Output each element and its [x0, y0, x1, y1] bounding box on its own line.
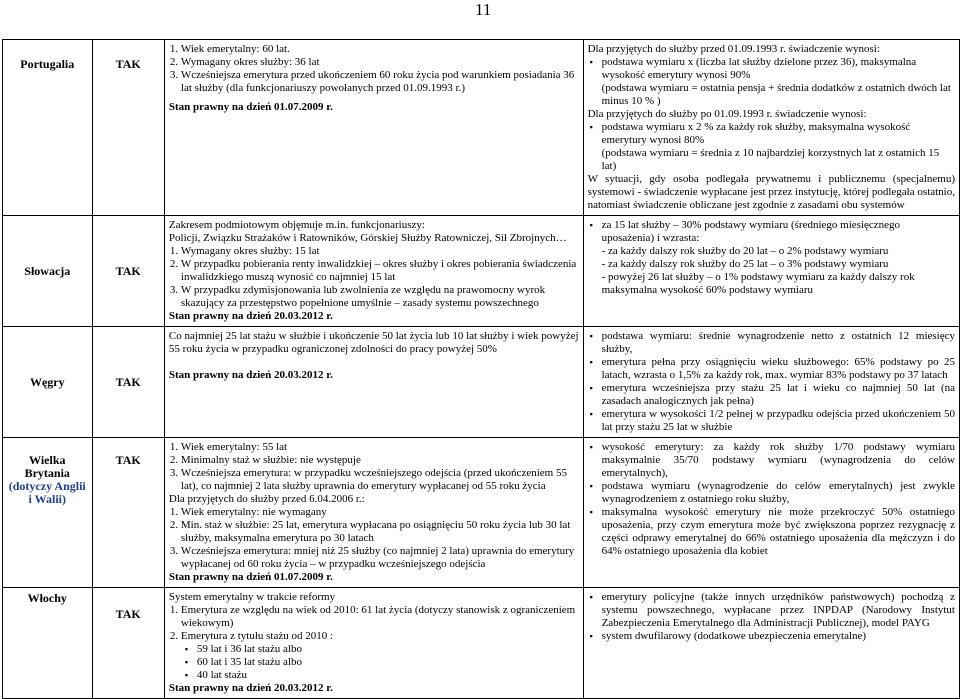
bullet-item: ▪ 40 lat stażu — [197, 669, 579, 682]
benefit-cell — [583, 40, 959, 216]
bullet-item: ▪ podstawa wymiaru: średnie wynagrodzenie netto z ostatnich 12 miesięcy służby, — [602, 330, 955, 356]
tak-cell — [92, 216, 164, 327]
bullet-item: ▪ 59 lat i 36 lat stażu albo — [197, 643, 579, 656]
table-row — [3, 588, 960, 699]
bullet-item: ▪ emerytury policyjne (także innych urzędników państwowych) pochodzą z systemu powszechnego, wypłacane przez INPDAP (Narodowy Instytut Zabezpieczenia Emerytalnego dla Administracji Publicznej), model PAYG — [602, 591, 955, 630]
country-name: Włochy — [27, 591, 67, 605]
bullet-item: ▪ 60 lat i 35 lat stażu albo — [197, 656, 579, 669]
legal-status: Stan prawny na dzień 20.03.2012 r. — [168, 369, 333, 381]
tak-label: TAK — [115, 607, 141, 621]
bullet-item: ▪ podstawa wymiaru x (liczba lat służby dzielone przez 36), maksymalna wysokość emerytury wynosi 90% — [602, 56, 955, 82]
description-cell — [164, 216, 583, 327]
tak-label: TAK — [115, 57, 141, 71]
bullet-item: ▪ emerytura w wysokości 1/2 pełnej w przypadku odejścia przed ukończeniem 50 lat przy stażu 25 lat w służbie — [602, 408, 955, 434]
tak-label: TAK — [115, 453, 141, 467]
description-cell — [164, 588, 583, 699]
country-cell — [3, 327, 93, 438]
benefit-cell — [583, 327, 959, 438]
list-item: 3. Wcześniejsza emerytura przed ukończeniem 60 roku życia pod warunkiem posiadania 36 lat służby (dla funkcjonariuszy powołanych przed 01.09.1993 r.) — [181, 69, 579, 95]
list-item: 1. Wymagany okres służby: 15 lat — [181, 245, 579, 258]
tak-cell — [92, 588, 164, 699]
benefit-note: (podstawa wymiaru = średnia z 10 najbardziej korzystnych lat z ostatnich 15 lat) — [601, 147, 940, 172]
legal-status: Stan prawny na dzień 20.03.2012 r. — [168, 310, 333, 322]
list-item: 1. Emerytura ze względu na wiek od 2010: 61 lat życia (dotyczy stanowisk z ograniczeniem wiekowym) — [181, 604, 579, 630]
bullet-item: ▪ system dwufilarowy (dodatkowe ubezpieczenia emerytalne) — [602, 630, 955, 643]
intro-text: System emerytalny w trakcie reformy — [168, 591, 336, 603]
list-item: 3. Wcześniejsza emerytura: w przypadku wcześniejszego odejścia (przed ukończeniem 55 lat), co najmniej 2 lata służby uprawnia do emerytury wypłacanej od 55 roku życia — [181, 467, 579, 493]
legal-status: Stan prawny na dzień 01.07.2009 r. — [168, 101, 333, 113]
benefit-text: W sytuacji, gdy osoba podlegała prywatnemu i publicznemu (specjalnemu) systemowi - świadczenie wypłacane jest przez instytucję, której podlegała ostatnio, natomiast świadczenie obliczane jest zgodnie z zasadami obu systemów — [587, 173, 955, 211]
legal-status: Stan prawny na dzień 20.03.2012 r. — [168, 682, 333, 694]
list-item: 2. Min. staż w służbie: 25 lat, emerytura wypłacana po osiągnięciu 50 roku życia lub 30 lat służby, maksymalna emerytura po 30 latach — [181, 519, 579, 545]
table-row — [3, 40, 960, 216]
list-item: 1. Wiek emerytalny: 60 lat. — [181, 43, 579, 56]
tak-label: TAK — [115, 263, 141, 278]
legal-status: Stan prawny na dzień 01.07.2009 r. — [168, 571, 333, 583]
benefit-line: - za każdy dalszy rok służby do 20 lat – o 2% podstawy wymiaru — [601, 245, 889, 257]
country-name: Węgry — [29, 374, 65, 389]
tak-label: TAK — [115, 374, 141, 389]
benefit-note: (podstawa wymiaru = ostatnia pensja + średnia dodatków z ostatnich dwóch lat minus 10 % ) — [601, 82, 951, 107]
description-text: Dla przyjętych do służby przed 6.04.2006 r.: — [168, 493, 365, 505]
bullet-item: ▪ emerytura pełna przy osiągnięciu wieku służbowego: 65% podstawy po 25 latach, wzrasta o 1,5% za każdy rok, max. wymiar 83% podstawy po 37 latach — [602, 356, 955, 382]
list-item: 3. Wcześniejsza emerytura: mniej niż 25 służby (co najmniej 2 lata) uprawnia do emerytury wypłacanej od 60 roku życia – w przypadku wcześniejszego odejścia — [181, 545, 579, 571]
table-row — [3, 438, 960, 588]
bullet-item: ▪ emerytura wcześniejsza przy stażu 25 lat i wieku co najmniej 50 lat (na zasadach analogicznych jak pełna) — [602, 382, 955, 408]
country-cell — [3, 438, 93, 588]
benefit-text: Dla przyjętych do służby przed 01.09.1993 r. świadczenie wynosi: — [587, 43, 880, 55]
description-text: Co najmniej 25 lat stażu w służbie i ukończenie 50 lat życia lub 10 lat służby i wiek powyżej 55 roku życia w przypadku ograniczonej zdolności do pracy powyżej 50% — [168, 330, 579, 355]
comparison-table — [2, 39, 960, 699]
benefit-line: - powyżej 26 lat służby – o 1% podstawy wymiaru za każdy dalszy rok maksymalna wysokość 60% podstawy wymiaru — [601, 271, 915, 296]
benefit-text: Dla przyjętych do służby po 01.09.1993 r. świadczenie wynosi: — [587, 108, 867, 120]
benefit-line: - za każdy dalszy rok służby do 25 lat – o 3% podstawy wymiaru — [601, 258, 889, 270]
bullet-item: ▪ podstawa wymiaru (wynagrodzenie do celów emerytalnych) jest zwykle wynagrodzeniem z ostatniego roku służby, — [602, 480, 955, 506]
groups-text: Policji, Związku Strażaków i Ratowników, Górskiej Służby Ratowniczej, Sił Zbrojnych… — [168, 232, 567, 244]
list-item: 2. Emerytura z tytułu stażu od 2010 : — [181, 630, 579, 643]
page-number: 11 — [475, 0, 492, 19]
description-cell — [164, 40, 583, 216]
intro-text: Zakresem podmiotowym objęmuje m.in. funkcjonariuszy: — [168, 219, 425, 231]
tak-cell — [92, 327, 164, 438]
bullet-item: ▪ podstawa wymiaru x 2 % za każdy rok służby, maksymalna wysokość emerytury wynosi 80% — [602, 121, 955, 147]
list-item: 2. W przypadku pobierania renty inwalidzkiej – okres służby i okres pobierania świadczenia inwalidzkiego muszą wynosić co najmniej 15 lat — [181, 258, 579, 284]
country-name: Słowacja — [24, 263, 71, 278]
list-item: 2. Wymagany okres służby: 36 lat — [181, 56, 579, 69]
country-name: Portugalia — [20, 57, 75, 71]
benefit-cell — [583, 438, 959, 588]
table-row — [3, 216, 960, 327]
tak-cell — [92, 438, 164, 588]
list-item: 1. Wiek emerytalny: nie wymagany — [181, 506, 579, 519]
bullet-item: ▪ za 15 lat służby – 30% podstawy wymiaru (średniego miesięcznego uposażenia) i wzrasta: — [602, 219, 955, 245]
country-cell — [3, 40, 93, 216]
country-name: Wielka Brytania — [24, 453, 70, 480]
list-item: 3. W przypadku zdymisjonowania lub zwolnienia ze względu na prawomocny wyrok skazujący za przestępstwo popełnione umyślnie – zasady systemu powszechnego — [181, 284, 579, 310]
description-cell — [164, 438, 583, 588]
benefit-cell — [583, 588, 959, 699]
country-cell — [3, 588, 93, 699]
country-subtitle: (dotyczy Anglii i Walii) — [8, 479, 86, 506]
bullet-item: ▪ wysokość emerytury: za każdy rok służby 1/70 podstawy wymiaru maksymalnie 35/70 podstawy wymiaru (wynagrodzenia do celów emerytalnych), — [602, 441, 955, 480]
list-item: 2. Minimalny staż w służbie: nie występuje — [181, 454, 579, 467]
bullet-item: ▪ maksymalna wysokość emerytury nie może przekroczyć 50% ostatniego uposażenia, przy czym emerytura może być zwiększona poprzez rezygnację z części odprawy emerytalnej do 66% ostatniego uposażenia dla mężczyzn i do 64% ostatniego uposażenia dla kobiet — [602, 506, 955, 558]
benefit-cell — [583, 216, 959, 327]
list-item: 1. Wiek emerytalny: 55 lat — [181, 441, 579, 454]
description-cell — [164, 327, 583, 438]
table-row — [3, 327, 960, 438]
tak-cell — [92, 40, 164, 216]
country-cell — [3, 216, 93, 327]
